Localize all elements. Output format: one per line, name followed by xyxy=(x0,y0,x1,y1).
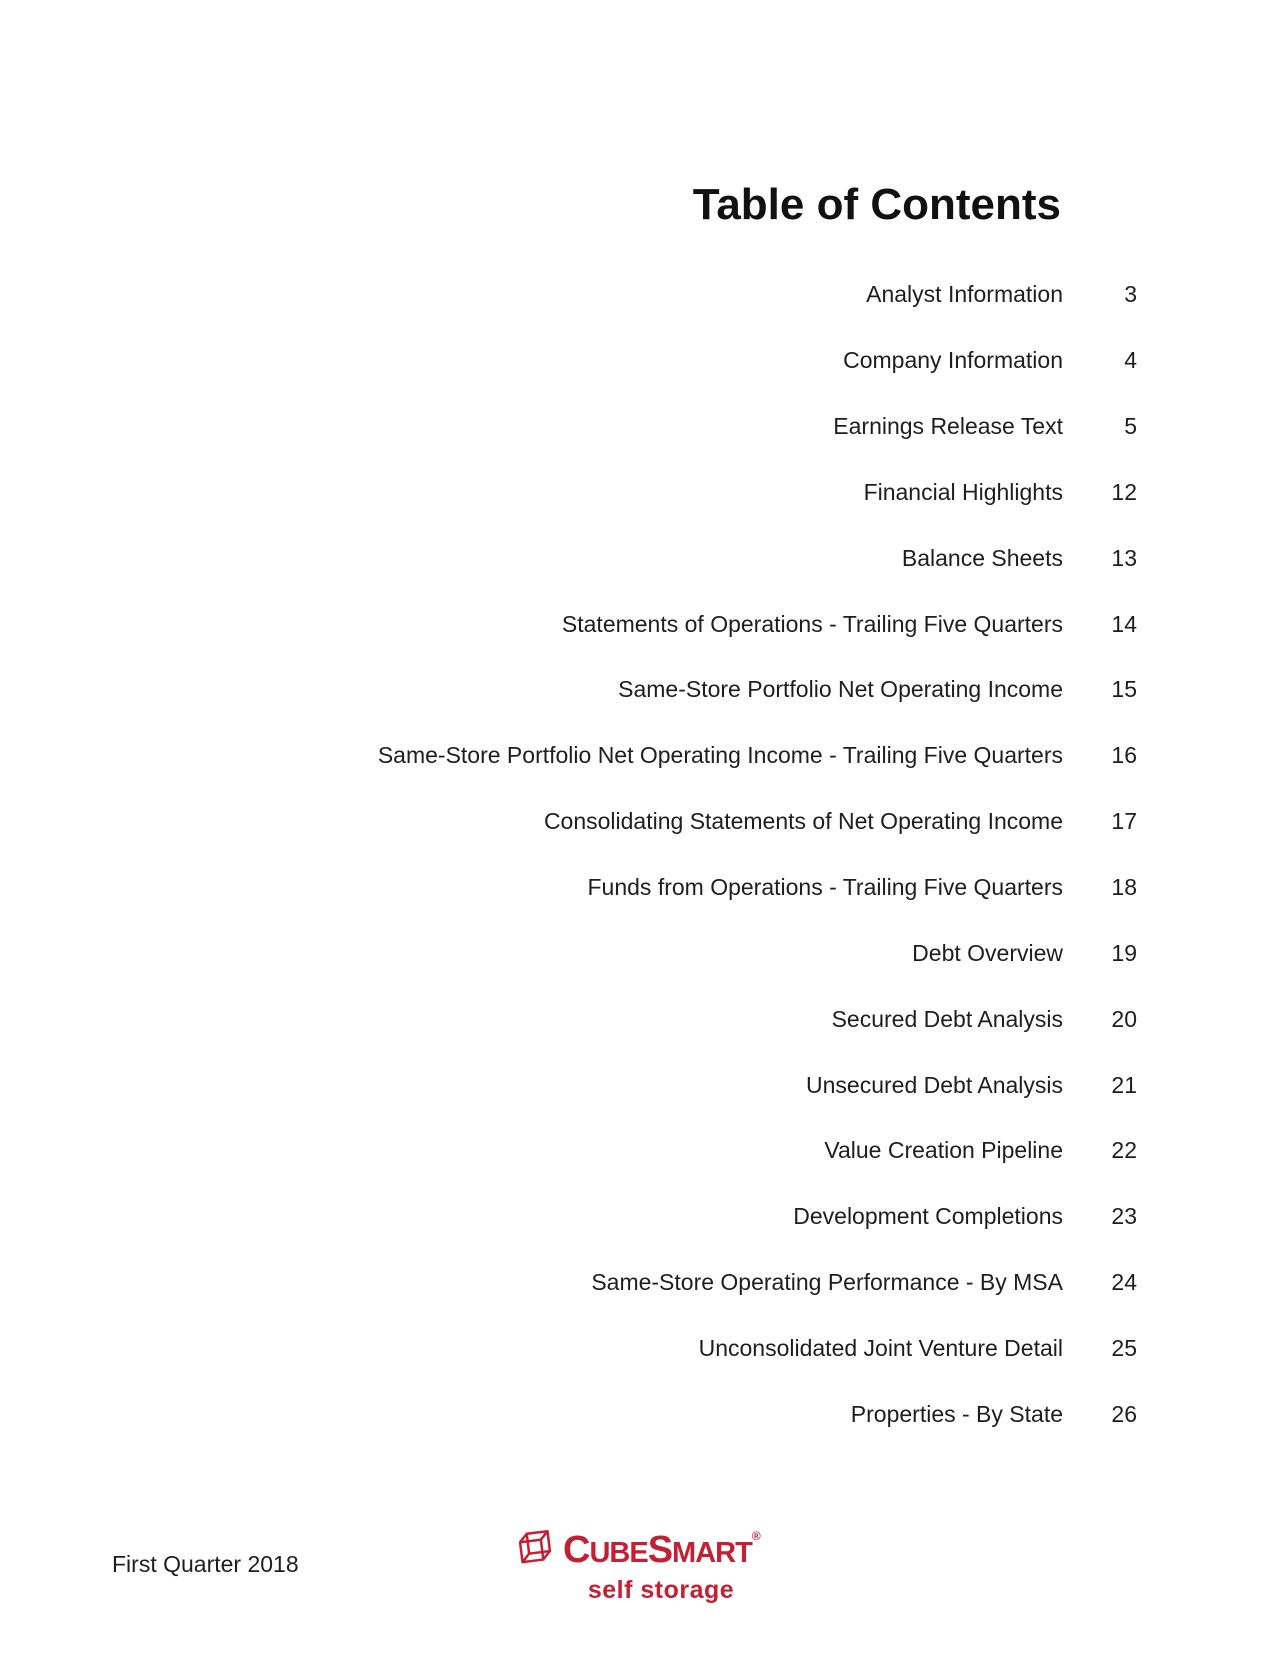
toc-entry-label: Analyst Information xyxy=(866,281,1063,308)
registered-trademark-icon: ® xyxy=(751,1529,761,1543)
toc-entry-row xyxy=(100,525,1137,591)
toc-list xyxy=(100,262,1137,1447)
toc-entry-page-number: 19 xyxy=(1111,939,1137,966)
toc-entry-row xyxy=(100,723,1137,789)
toc-entry-row xyxy=(100,262,1137,328)
toc-entry-page-number: 26 xyxy=(1111,1400,1137,1427)
toc-entry-page-number: 3 xyxy=(1124,281,1137,308)
toc-entry-row xyxy=(100,789,1137,855)
toc-entry-row xyxy=(100,460,1137,526)
toc-entry-label: Same-Store Portfolio Net Operating Income - Trailing Five Quarters xyxy=(377,742,1063,769)
toc-entry-page-number: 15 xyxy=(1111,676,1137,703)
toc-entry-page-number: 13 xyxy=(1111,544,1137,571)
cubesmart-logo xyxy=(516,1516,761,1605)
toc-entry-label: Secured Debt Analysis xyxy=(831,1005,1063,1032)
wordmark-letters-ube: UBE xyxy=(589,1537,648,1569)
toc-entry-row xyxy=(100,1250,1137,1316)
toc-entry-page-number: 21 xyxy=(1111,1071,1137,1098)
toc-entry-row xyxy=(100,986,1137,1052)
cube-wireframe-icon xyxy=(516,1526,556,1568)
toc-entry-page-number: 17 xyxy=(1111,808,1137,835)
cubesmart-tagline: self storage xyxy=(587,1576,735,1604)
footer-quarter-label: First Quarter 2018 xyxy=(112,1551,299,1577)
toc-entry-page-number: 25 xyxy=(1111,1334,1137,1361)
toc-entry-label: Value Creation Pipeline xyxy=(824,1137,1063,1164)
toc-entry-label: Earnings Release Text xyxy=(833,413,1063,440)
toc-entry-page-number: 18 xyxy=(1111,874,1137,901)
toc-entry-row xyxy=(100,591,1137,657)
toc-entry-label: Unconsolidated Joint Venture Detail xyxy=(698,1334,1063,1361)
toc-entry-page-number: 5 xyxy=(1124,413,1137,440)
toc-entry-row xyxy=(100,1118,1137,1184)
toc-entry-label: Same-Store Operating Performance - By MSA xyxy=(591,1269,1063,1296)
page-title: Table of Contents xyxy=(692,180,1061,229)
toc-entry-page-number: 23 xyxy=(1111,1203,1137,1230)
wordmark-letters-mart: MART xyxy=(672,1537,752,1569)
toc-entry-label: Balance Sheets xyxy=(901,544,1063,571)
toc-entry-label: Properties - By State xyxy=(850,1400,1063,1427)
toc-entry-page-number: 14 xyxy=(1111,610,1137,637)
toc-entry-label: Statements of Operations - Trailing Five Quarters xyxy=(561,610,1063,637)
toc-entry-label: Same-Store Portfolio Net Operating Income xyxy=(618,676,1063,703)
toc-entry-page-number: 22 xyxy=(1111,1137,1137,1164)
toc-entry-row xyxy=(100,657,1137,723)
toc-entry-page-number: 16 xyxy=(1111,742,1137,769)
toc-entry-row xyxy=(100,920,1137,986)
toc-entry-label: Development Completions xyxy=(793,1203,1063,1230)
toc-entry-row xyxy=(100,394,1137,460)
toc-entry-page-number: 20 xyxy=(1111,1005,1137,1032)
toc-entry-label: Consolidating Statements of Net Operating Income xyxy=(543,808,1063,835)
wordmark-letter-s: S xyxy=(647,1529,673,1571)
toc-entry-label: Funds from Operations - Trailing Five Quarters xyxy=(587,874,1063,901)
toc-entry-label: Debt Overview xyxy=(912,939,1063,966)
toc-entry-page-number: 24 xyxy=(1111,1269,1137,1296)
toc-entry-row xyxy=(100,1184,1137,1250)
toc-entry-row xyxy=(100,855,1137,921)
toc-entry-row xyxy=(100,1316,1137,1382)
toc-entry-label: Unsecured Debt Analysis xyxy=(806,1071,1063,1098)
toc-entry-page-number: 12 xyxy=(1111,478,1137,505)
cubesmart-logo-top xyxy=(516,1516,761,1578)
toc-entry-label: Financial Highlights xyxy=(863,478,1063,505)
toc-entry-row xyxy=(100,328,1137,394)
toc-entry-label: Company Information xyxy=(843,347,1063,374)
toc-entry-row xyxy=(100,1381,1137,1447)
toc-entry-row xyxy=(100,1052,1137,1118)
toc-entry-page-number: 4 xyxy=(1124,347,1137,374)
wordmark-letter-c: C xyxy=(563,1529,590,1571)
cubesmart-wordmark xyxy=(563,1516,761,1578)
